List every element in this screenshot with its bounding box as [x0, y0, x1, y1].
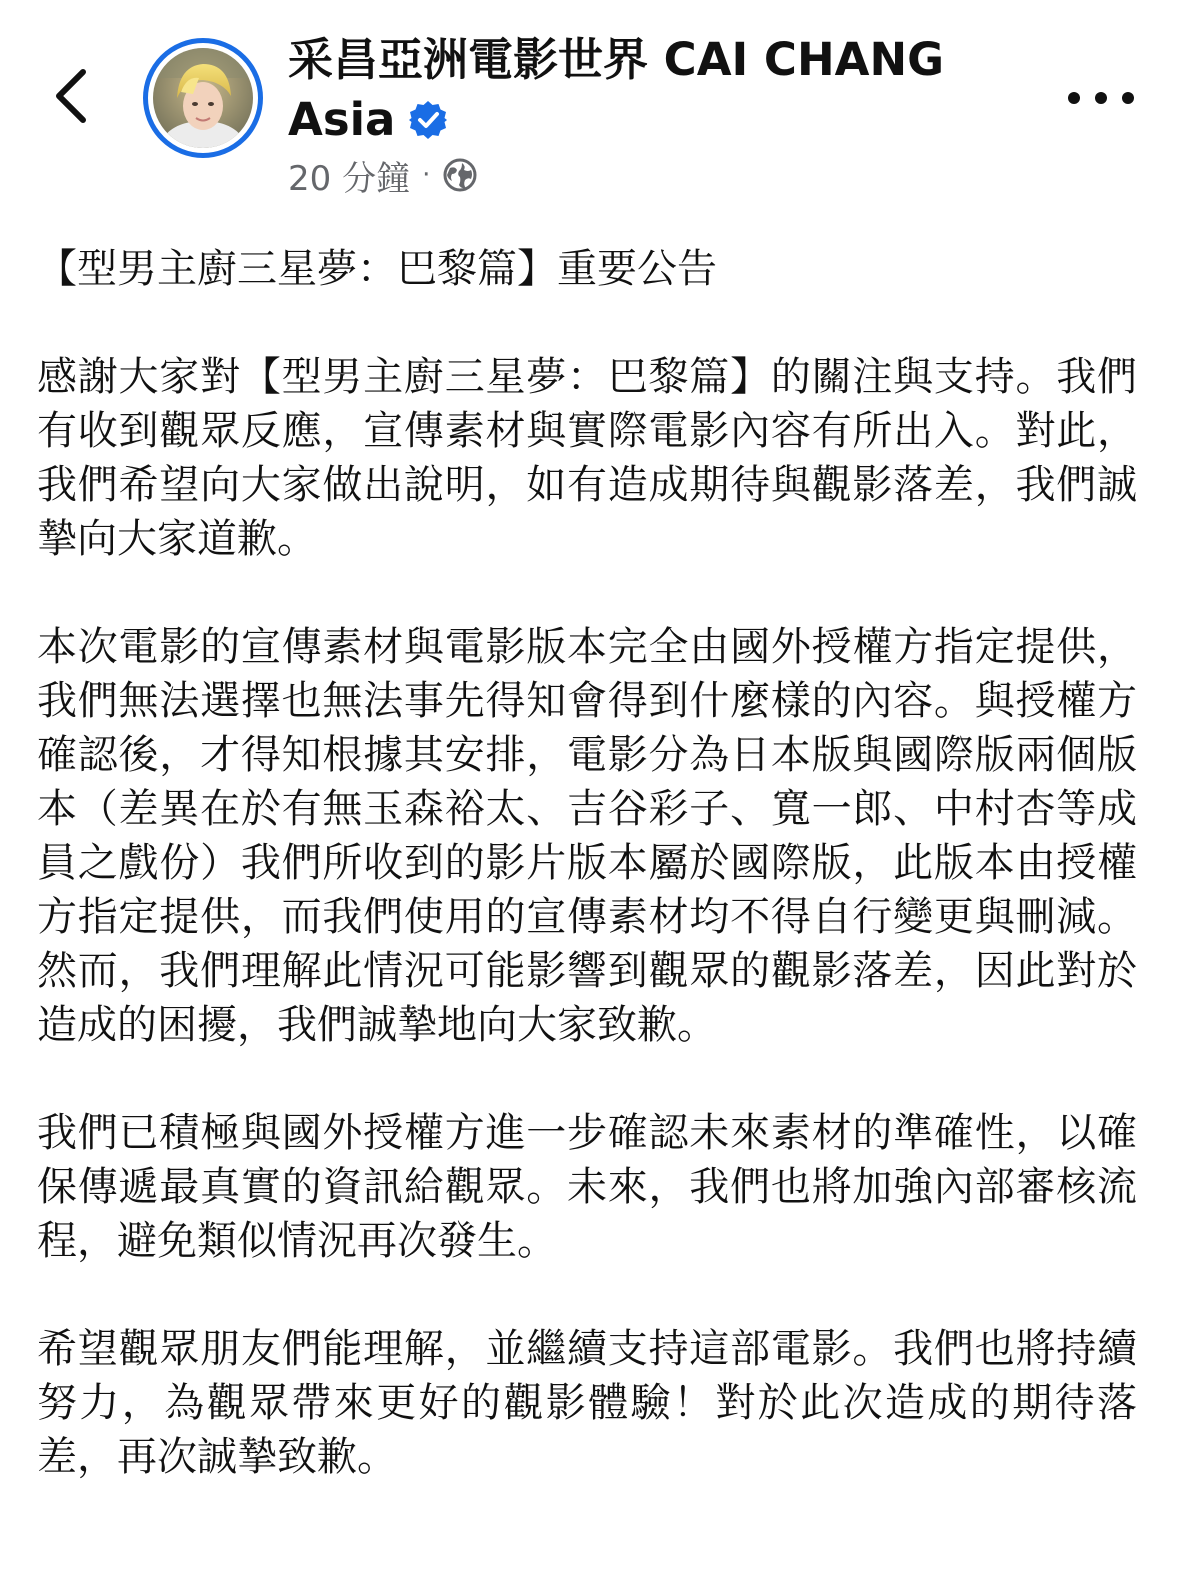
more-options-button[interactable] [1068, 78, 1134, 118]
post-header [0, 0, 1179, 210]
avatar-image [153, 48, 253, 148]
post-meta [288, 150, 478, 200]
chevron-left-icon [53, 68, 87, 124]
more-dot-icon [1095, 92, 1107, 104]
back-button[interactable] [44, 64, 96, 128]
page-name-line1: 采昌亞洲電影世界 CAI CHANG [288, 33, 945, 86]
post-paragraph: 我們已積極與國外授權方進一步確認未來素材的準確性，以確保傳遞最真實的資訊給觀眾。未來，我們也將加強內部審核流程，避免類似情況再次發生。 [37, 1110, 1137, 1264]
post-paragraph: 本次電影的宣傳素材與電影版本完全由國外授權方指定提供，我們無法選擇也無法事先得知會得到什麼樣的內容。與授權方確認後，才得知根據其安排，電影分為日本版與國際版兩個版本（差異在於有無玉森裕太、吉谷彩子、寬一郎、中村杏等成員之戲份）我們所收到的影片版本屬於國際版，此版本由授權方指定提供，而我們使用的宣傳素材均不得自行變更與刪減。然而，我們理解此情況可能影響到觀眾的觀影落差，因此對於造成的困擾，我們誠摯地向大家致歉。 [37, 624, 1137, 1048]
verified-badge-icon [407, 99, 449, 141]
timestamp[interactable]: 20 分鐘 [288, 158, 411, 199]
more-dot-icon [1122, 92, 1134, 104]
post-paragraph: 感謝大家對【型男主廚三星夢：巴黎篇】的關注與支持。我們有收到觀眾反應，宣傳素材與實際電影內容有所出入。對此，我們希望向大家做出說明，如有造成期待與觀影落差，我們誠摯向大家道歉。 [37, 354, 1137, 562]
page-name-line2: Asia [288, 93, 396, 146]
globe-icon[interactable] [442, 157, 478, 193]
meta-separator: · [422, 160, 431, 190]
page-name[interactable] [288, 30, 948, 150]
page-avatar[interactable] [143, 38, 263, 158]
more-dot-icon [1068, 92, 1080, 104]
post-paragraph: 希望觀眾朋友們能理解，並繼續支持這部電影。我們也將持續努力，為觀眾帶來更好的觀影體驗！對於此次造成的期待落差，再次誠摯致歉。 [37, 1326, 1137, 1480]
post-body [37, 242, 1137, 1538]
post-title: 【型男主廚三星夢：巴黎篇】重要公告 [37, 246, 717, 292]
